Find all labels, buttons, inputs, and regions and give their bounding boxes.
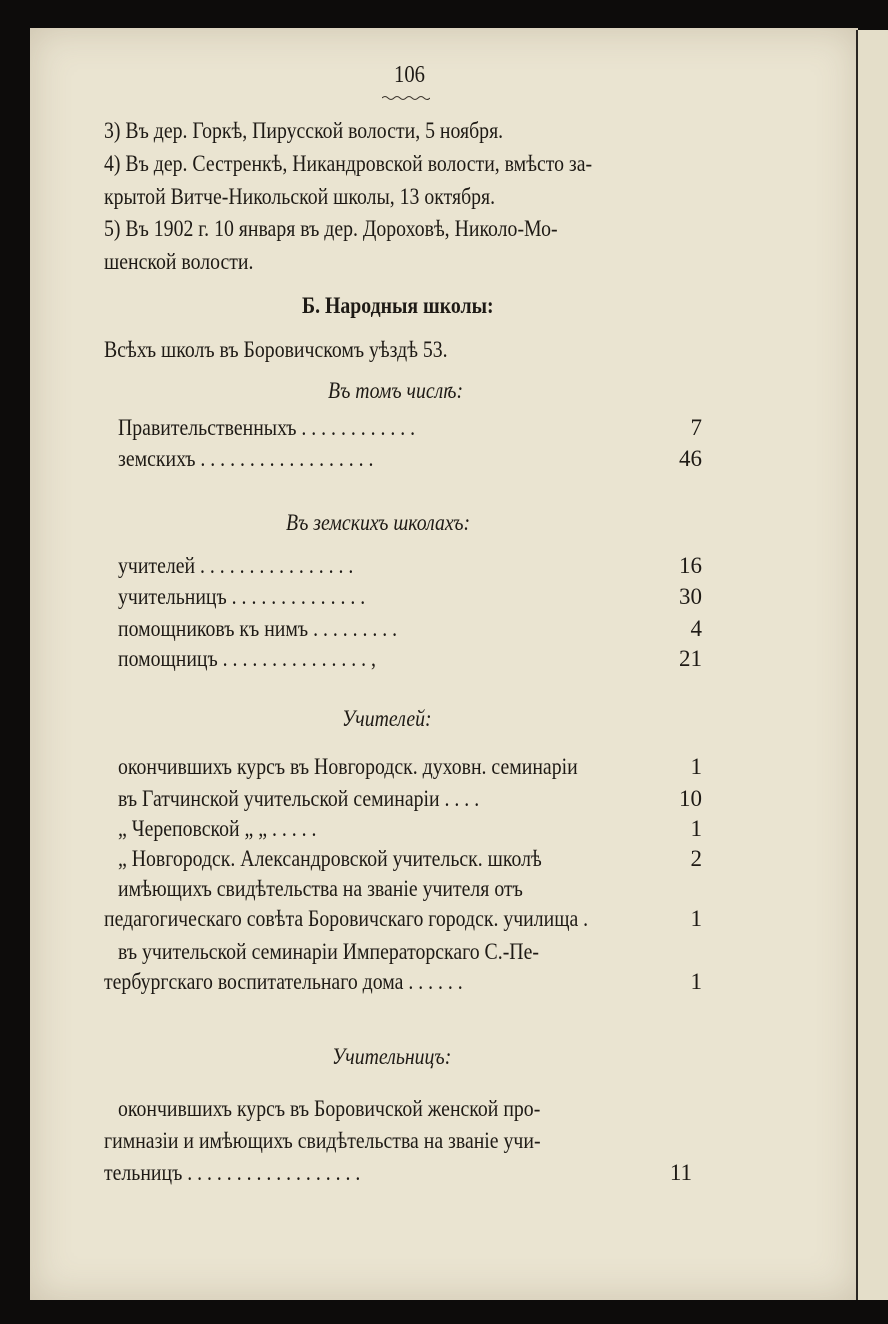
subheading-teachers: Учителей:: [342, 706, 432, 731]
list-item: тербургскаго воспитательнаго дома . . . . . .: [104, 969, 463, 994]
list-item: земскихъ . . . . . . . . . . . . . . . . . .: [118, 446, 374, 471]
list-item: гимназіи и имѣющихъ свидѣтельства на званіе учи-: [104, 1128, 541, 1153]
list-value: 1: [690, 816, 702, 841]
section-heading: Б. Народныя школы:: [302, 293, 494, 318]
list-item: Правительственныхъ . . . . . . . . . . . .: [118, 415, 416, 440]
item-3: 3) Въ дер. Горкѣ, Пирусской волости, 5 ноября.: [104, 118, 504, 143]
list-item: помощниковъ къ нимъ . . . . . . . . .: [118, 616, 398, 641]
page-edge: [856, 30, 888, 1300]
list-item: тельницъ . . . . . . . . . . . . . . . . . .: [104, 1160, 361, 1185]
list-value: 1: [690, 906, 702, 931]
page-number: 106: [394, 62, 425, 88]
list-item: въ учительской семинаріи Императорскаго С.-Пе-: [118, 939, 539, 964]
list-value: 10: [679, 786, 702, 811]
list-value: 1: [690, 754, 702, 779]
list-item: педагогическаго совѣта Боровичскаго городск. училища .: [104, 906, 589, 931]
item-4-line2: крытой Витче-Никольской школы, 13 октября.: [104, 184, 496, 209]
list-item: „ Новгородск. Александровской учительск. школѣ: [118, 846, 542, 871]
list-item: учительницъ . . . . . . . . . . . . . .: [118, 584, 366, 609]
list-item: „ Череповской „ „ . . . . .: [118, 816, 317, 841]
list-value: 1: [690, 969, 702, 994]
item-5-line1: 5) Въ 1902 г. 10 января въ дер. Дороховѣ, Николо-Мо-: [104, 216, 558, 241]
subheading-female-teachers: Учительницъ:: [332, 1044, 452, 1069]
list-item: окончившихъ курсъ въ Боровичской женской про-: [118, 1096, 541, 1121]
list-item: окончившихъ курсъ въ Новгородск. духовн. семинаріи: [118, 754, 578, 779]
list-value: 21: [679, 646, 702, 671]
list-value: 46: [679, 446, 702, 471]
subheading-zemstvo: Въ земскихъ школахъ:: [286, 510, 471, 535]
item-4-line1: 4) Въ дер. Сестренкѣ, Никандровской волости, вмѣсто за-: [104, 151, 593, 176]
list-value: 11: [669, 1160, 692, 1185]
item-5-line2: шенской волости.: [104, 249, 254, 274]
list-value: 7: [690, 415, 702, 440]
list-value: 30: [679, 584, 702, 609]
list-value: 4: [690, 616, 702, 641]
list-value: 2: [690, 846, 702, 871]
list-item: въ Гатчинской учительской семинаріи . . . .: [118, 786, 480, 811]
list-item: имѣющихъ свидѣтельства на званіе учителя отъ: [118, 876, 523, 901]
list-value: 16: [679, 553, 702, 578]
list-item: учителей . . . . . . . . . . . . . . . .: [118, 553, 354, 578]
total-schools: Всѣхъ школъ въ Боровичскомъ уѣздѣ 53.: [104, 337, 448, 362]
list-item: помощницъ . . . . . . . . . . . . . . . ,: [118, 646, 376, 671]
ornament-wave: [382, 95, 430, 101]
subheading-in-that-number: Въ томъ числѣ:: [328, 378, 464, 403]
